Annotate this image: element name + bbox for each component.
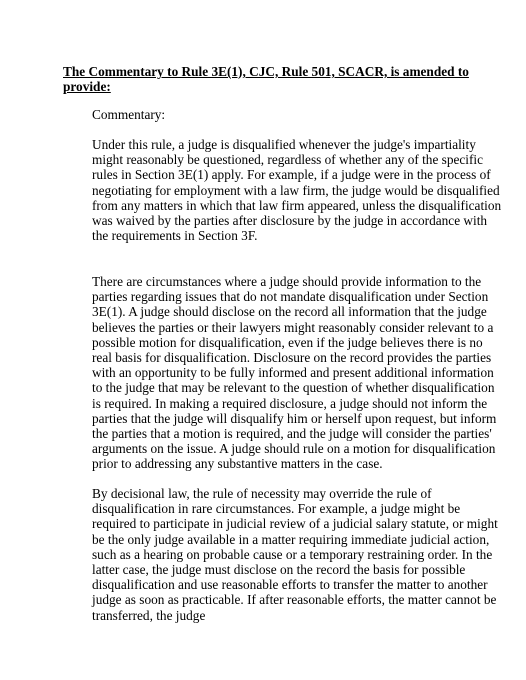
commentary-paragraph-1: Under this rule, a judge is disqualified whenever the judge's impartiality might reasonably be questioned, regardless of whether any of the specific rules in Section 3E(1) apply. For example, if a judge were in the process of negotiating for employment with a law firm, the judge would be disqualified from any matters in which that law firm appeared, unless the disqualification was waived by the parties after disclosure by the judge in accordance with the requirements in Section 3F.	[92, 137, 502, 244]
commentary-label: Commentary:	[92, 107, 166, 122]
amendment-heading: The Commentary to Rule 3E(1), CJC, Rule 501, SCACR, is amended to provide:	[63, 64, 469, 94]
commentary-paragraph-3: By decisional law, the rule of necessity may override the rule of disqualification in rare circumstances. For example, a judge might be required to participate in judicial review of a judicial salary statute, or might be the only judge available in a matter requiring immediate judicial action, such as a hearing on probable cause or a temporary restraining order. In the latter case, the judge must disclose on the record the basis for possible disqualification and use reasonable efforts to transfer the matter to another judge as soon as practicable. If after reasonable efforts, the matter cannot be transferred, the judge	[92, 486, 498, 623]
commentary-paragraph-2: There are circumstances where a judge should provide information to the parties regarding issues that do not mandate disqualification under Section 3E(1). A judge should disclose on the record all information that the judge believes the parties or their lawyers might reasonably consider relevant to a possible motion for disqualification, even if the judge believes there is no real basis for disqualification. Disclosure on the record provides the parties with an opportunity to be fully informed and present additional information to the judge that may be relevant to the question of whether disqualification is required. In making a required disclosure, a judge should not inform the parties that the judge will disqualify him or herself upon request, but inform the parties that a motion is required, and the judge will consider the parties' arguments on the issue. A judge should rule on a motion for disqualification prior to addressing any substantive matters in the case.	[92, 274, 497, 472]
